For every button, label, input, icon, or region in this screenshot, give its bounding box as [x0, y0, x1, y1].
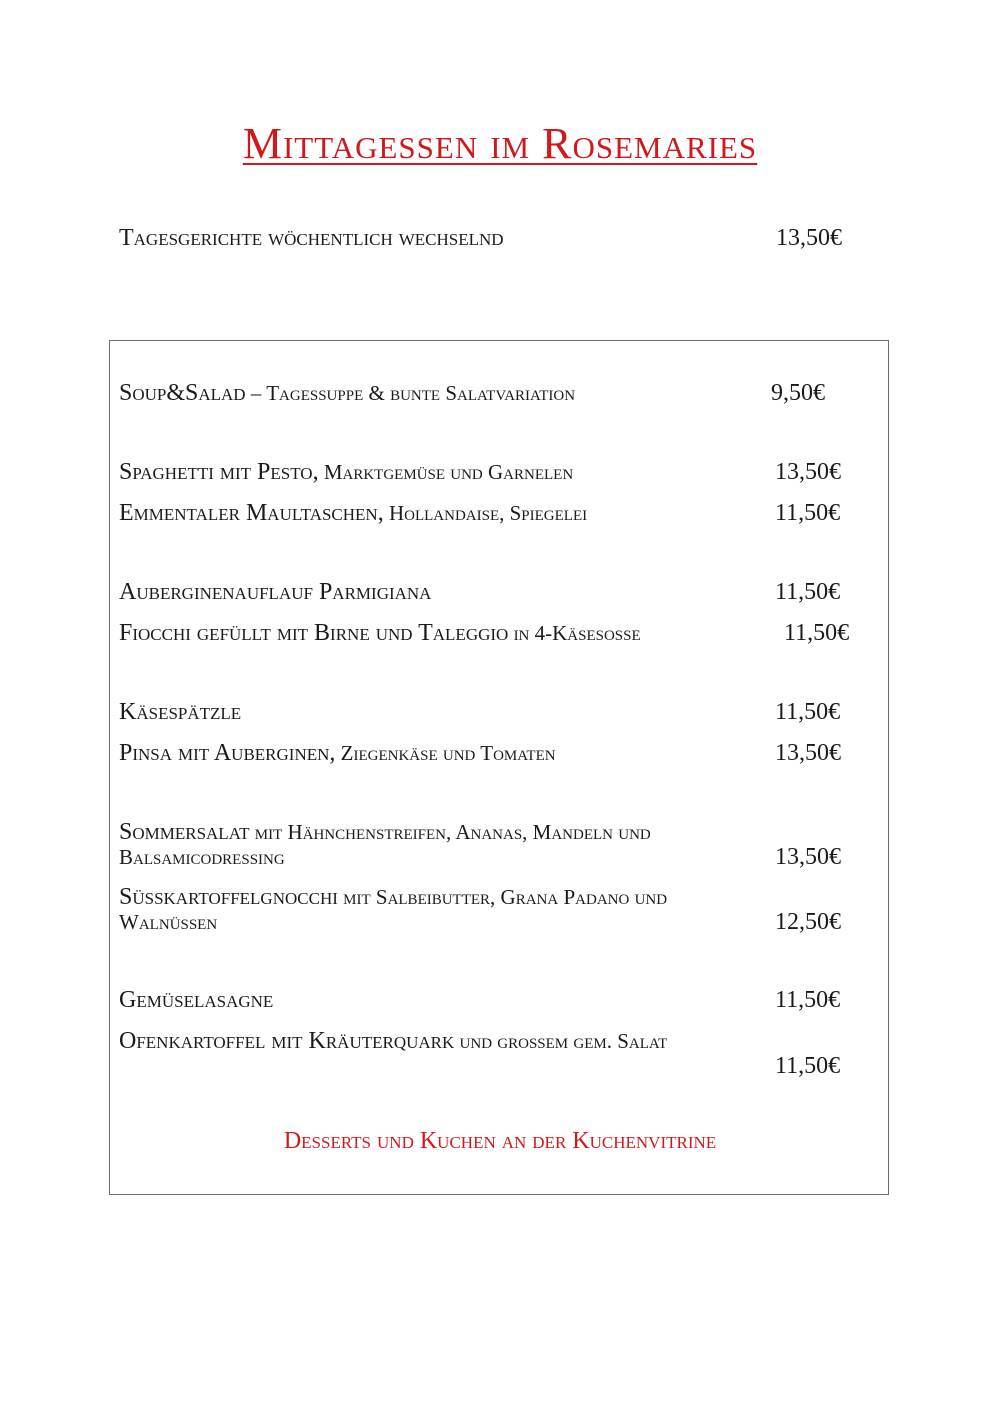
menu-item-price: 13,50€	[775, 844, 841, 870]
menu-item-description: mit Hähnchenstreifen, Ananas, Mandeln und	[249, 820, 651, 844]
page-title: Mittagessen im Rosemaries	[242, 119, 758, 168]
menu-item-price: 11,50€	[784, 620, 850, 646]
menu-item-sommersalat	[119, 818, 651, 846]
menu-item-description-cont: Walnüssen	[119, 910, 218, 934]
menu-item-price: 9,50€	[771, 380, 825, 406]
menu-item-name: Süsskartoffelgnocchi	[119, 884, 338, 910]
menu-item-suesskartoffelgnocchi	[119, 883, 667, 911]
menu-item-price: 11,50€	[775, 987, 841, 1013]
menu-item-name: Pinsa mit Auberginen,	[119, 740, 336, 766]
menu-item-name: Spaghetti mit Pesto,	[119, 459, 319, 485]
menu-item-fiocchi	[119, 619, 641, 647]
menu-item-description: mit Salbeibutter, Grana Padano und	[337, 885, 668, 909]
menu-item-name: Soup&Salad	[119, 380, 246, 406]
menu-item-soup-salad	[119, 379, 575, 407]
menu-item-name: Käsespätzle	[119, 699, 242, 725]
daily-dish-price: 13,50€	[776, 225, 842, 251]
menu-item-maultaschen	[119, 499, 587, 527]
menu-item-ofenkartoffel	[119, 1027, 667, 1055]
menu-item-spaghetti	[119, 458, 573, 486]
menu-item-price: 11,50€	[775, 699, 841, 725]
menu-item-price: 13,50€	[775, 459, 841, 485]
menu-item-description: und grossem gem. Salat	[454, 1029, 668, 1053]
menu-item-price: 11,50€	[775, 579, 841, 605]
menu-item-description: Hollandaise, Spiegelei	[383, 501, 588, 525]
menu-item-price: 11,50€	[775, 500, 841, 526]
menu-item-name: Ofenkartoffel mit Kräuterquark	[119, 1028, 455, 1054]
menu-item-description: – Tagessuppe & bunte Salatvariation	[245, 381, 576, 405]
menu-item-name: Auberginenauflauf Parmigiana	[119, 579, 432, 605]
menu-item-name: Fiocchi gefüllt mit Birne und Taleggio	[119, 620, 509, 646]
menu-item-description-cont: Balsamicodressing	[119, 845, 285, 869]
menu-item-price: 12,50€	[775, 909, 841, 935]
menu-item-kaesespaetzle	[119, 698, 241, 726]
menu-item-price: 11,50€	[775, 1053, 841, 1079]
menu-item-pinsa	[119, 739, 556, 767]
menu-item-price: 13,50€	[775, 740, 841, 766]
menu-item-gemueselasagne	[119, 986, 273, 1014]
menu-item-name: Gemüselasagne	[119, 987, 274, 1013]
menu-item-name: Emmentaler Maultaschen,	[119, 500, 384, 526]
daily-dish-name: Tagesgerichte wöchentlich wechselnd	[119, 225, 504, 251]
menu-item-name: Sommersalat	[119, 819, 250, 845]
desserts-note: Desserts und Kuchen an der Kuchenvitrine	[283, 1128, 717, 1154]
menu-item-description: Marktgemüse und Garnelen	[318, 460, 574, 484]
menu-item-description: in 4-Käsesosse	[508, 621, 641, 645]
menu-item-description: Ziegenkäse und Tomaten	[335, 741, 556, 765]
menu-item-auberginenauflauf	[119, 578, 431, 606]
